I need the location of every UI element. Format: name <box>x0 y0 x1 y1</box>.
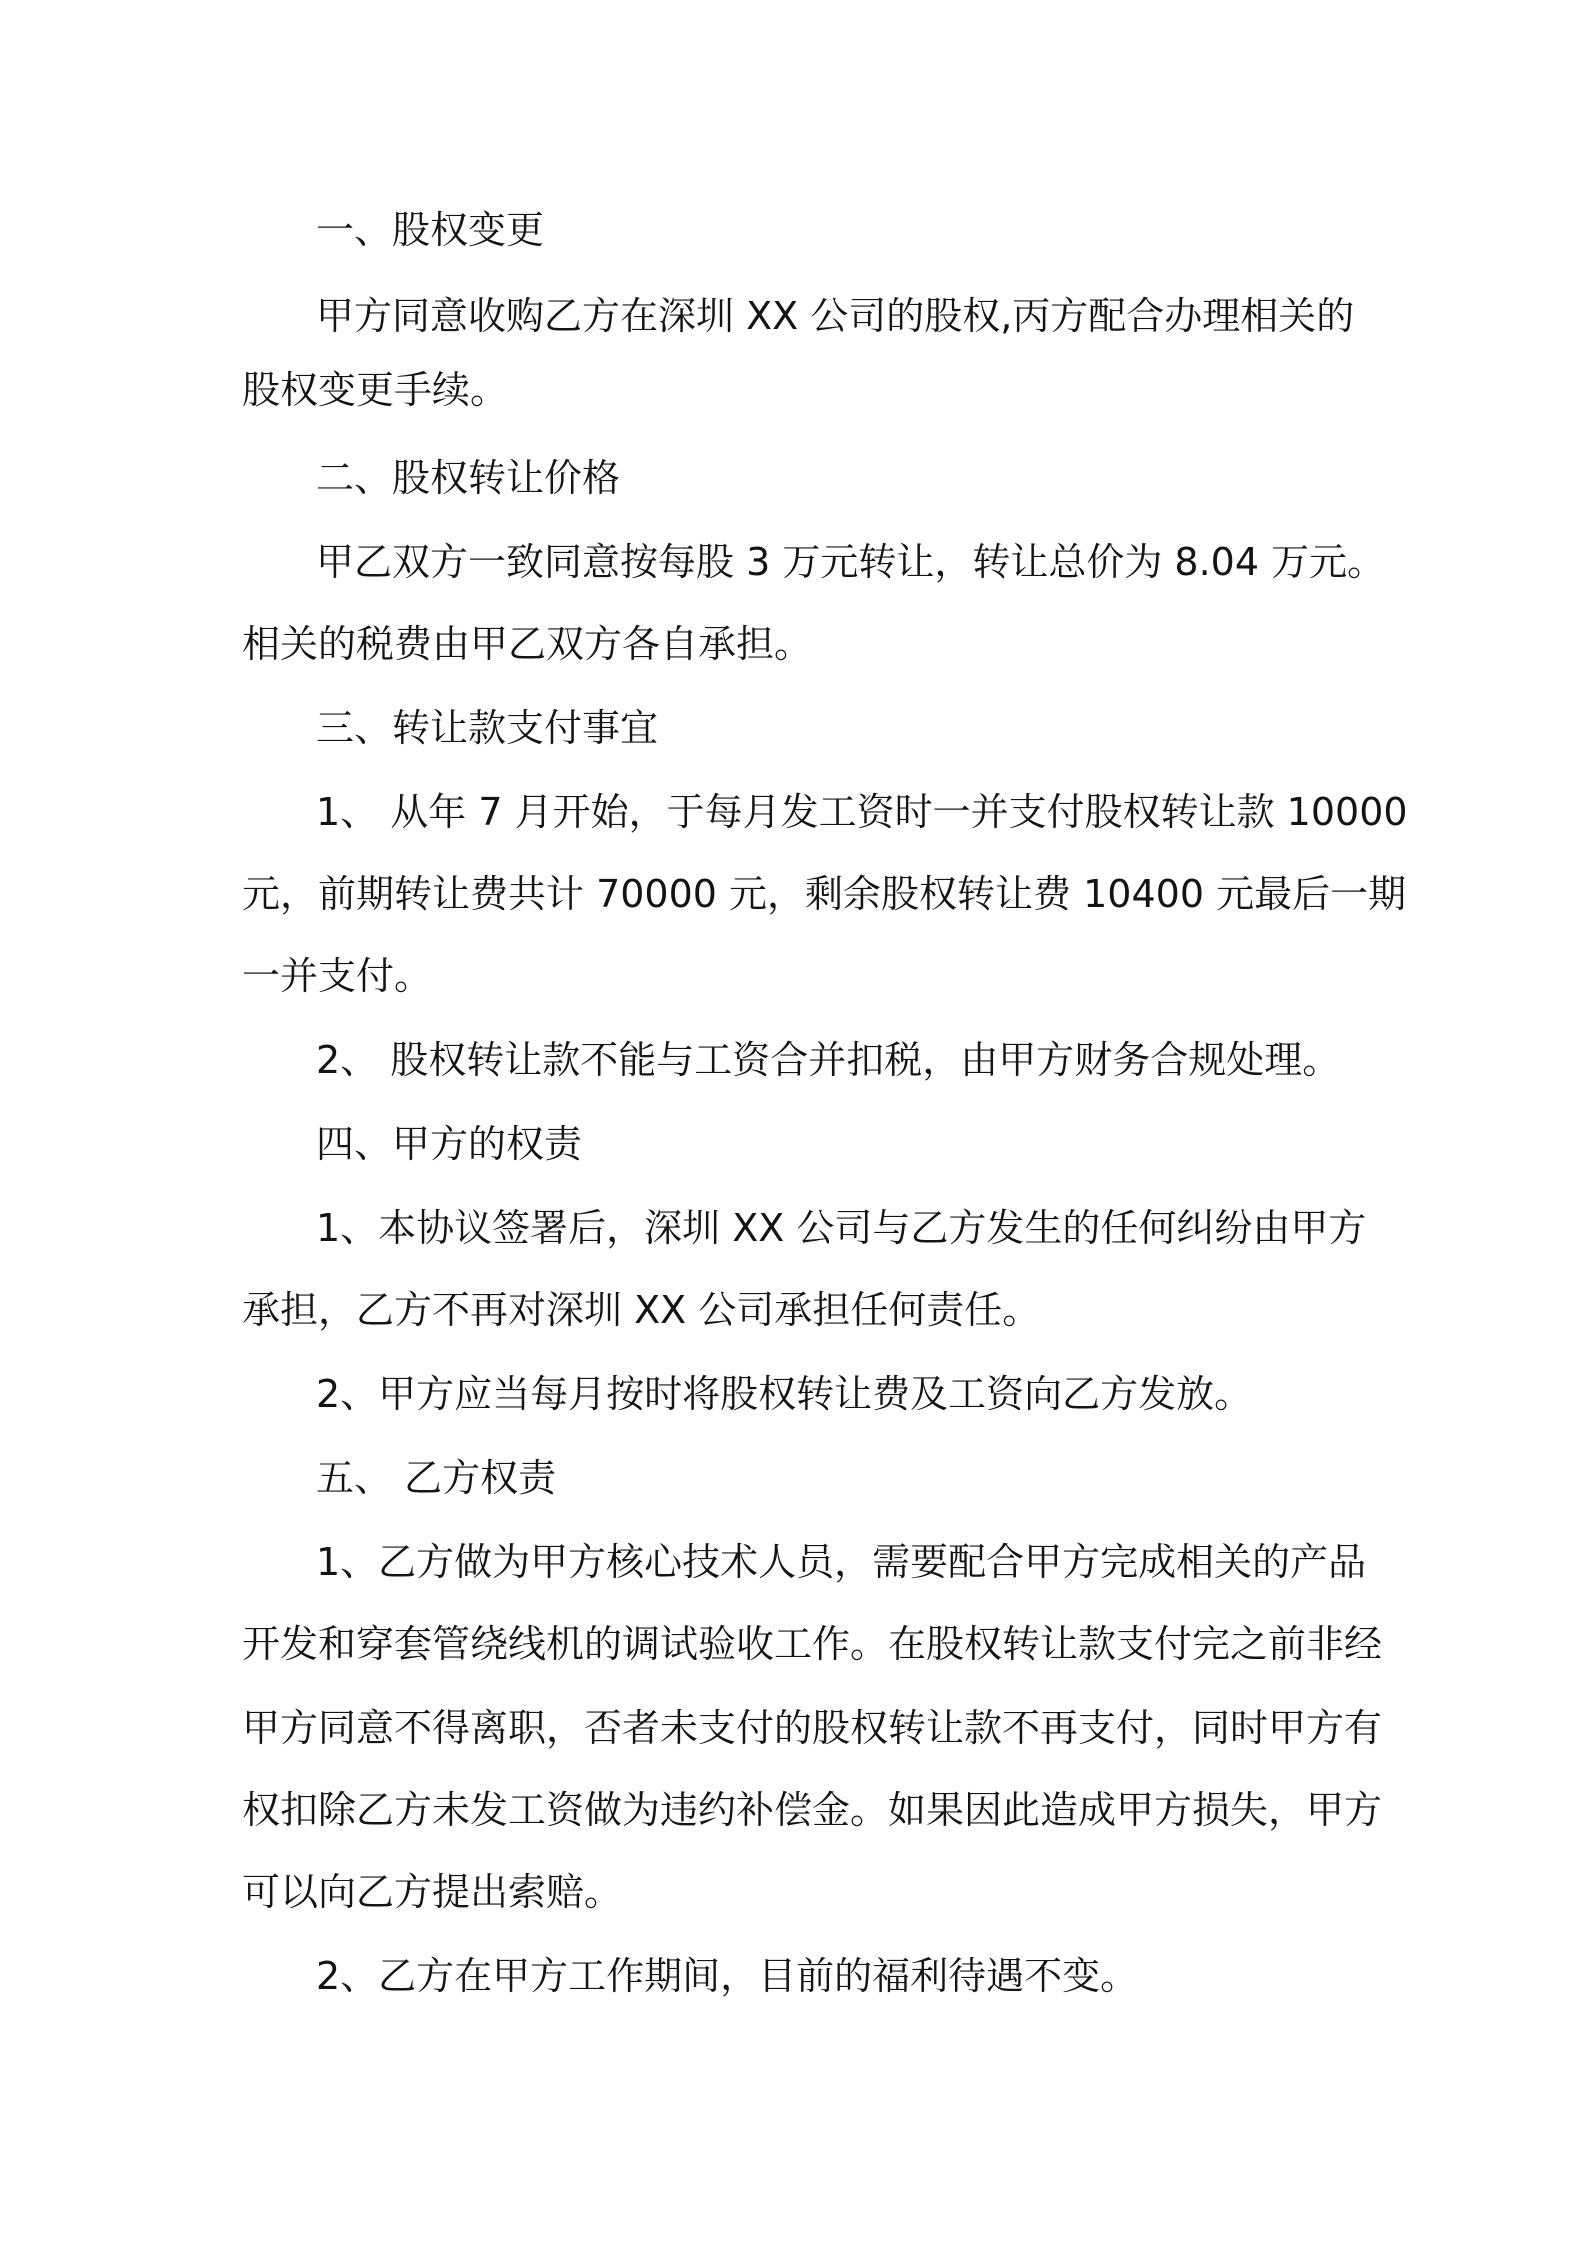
section-2-heading: 二、股权转让价格 <box>316 456 621 500</box>
section-5-heading: 五、 乙方权责 <box>316 1456 557 1500</box>
section-3-heading: 三、转让款支付事宜 <box>316 706 659 750</box>
paragraph-line <box>0 1614 1586 1674</box>
paragraph-line <box>0 1946 1586 2006</box>
section-heading <box>0 448 1586 508</box>
section-4-item-1-line-1: 1、本协议签署后，深圳 XX 公司与乙方发生的任何纠纷由甲方 <box>316 1206 1367 1250</box>
paragraph-line <box>0 614 1586 674</box>
section-1-line-1: 甲方同意收购乙方在深圳 XX 公司的股权,丙方配合办理相关的 <box>316 294 1355 338</box>
section-3-item-1-line-2: 元，前期转让费共计 70000 元，剩余股权转让费 10400 元最后一期 <box>242 872 1407 916</box>
section-5-item-1-line-2: 开发和穿套管绕线机的调试验收工作。在股权转让款支付完之前非经 <box>242 1622 1383 1666</box>
section-4-item-2-line-1: 2、甲方应当每月按时将股权转让费及工资向乙方发放。 <box>316 1372 1253 1416</box>
paragraph-line <box>0 1030 1586 1090</box>
paragraph-line <box>0 360 1586 420</box>
section-heading <box>0 1114 1586 1174</box>
paragraph-line <box>0 286 1586 346</box>
section-heading <box>0 1448 1586 1508</box>
section-5-item-1-line-3: 甲方同意不得离职，否者未支付的股权转让款不再支付，同时甲方有 <box>242 1706 1383 1750</box>
section-3-item-1-line-3: 一并支付。 <box>242 954 433 998</box>
paragraph-line <box>0 782 1586 842</box>
paragraph-line <box>0 1532 1586 1592</box>
paragraph-line <box>0 1198 1586 1258</box>
paragraph-line <box>0 1698 1586 1758</box>
section-1-line-2: 股权变更手续。 <box>242 368 509 412</box>
section-heading <box>0 200 1586 260</box>
section-4-item-1-line-2: 承担，乙方不再对深圳 XX 公司承担任何责任。 <box>242 1288 1041 1332</box>
paragraph-line <box>0 864 1586 924</box>
section-4-heading: 四、甲方的权责 <box>316 1122 583 1166</box>
paragraph-line <box>0 1862 1586 1922</box>
section-2-line-2: 相关的税费由甲乙双方各自承担。 <box>242 622 813 666</box>
paragraph-line <box>0 1780 1586 1840</box>
section-1-heading: 一、股权变更 <box>316 208 545 252</box>
section-3-item-2-line-1: 2、 股权转让款不能与工资合并扣税，由甲方财务合规处理。 <box>316 1038 1341 1082</box>
section-heading <box>0 698 1586 758</box>
paragraph-line <box>0 1364 1586 1424</box>
section-2-line-1: 甲乙双方一致同意按每股 3 万元转让，转让总价为 8.04 万元。 <box>316 540 1386 584</box>
paragraph-line <box>0 1280 1586 1340</box>
section-5-item-2-line-1: 2、乙方在甲方工作期间，目前的福利待遇不变。 <box>316 1954 1139 1998</box>
section-5-item-1-line-1: 1、乙方做为甲方核心技术人员，需要配合甲方完成相关的产品 <box>316 1540 1367 1584</box>
paragraph-line <box>0 946 1586 1006</box>
paragraph-line <box>0 532 1586 592</box>
section-5-item-1-line-4: 权扣除乙方未发工资做为违约补偿金。如果因此造成甲方损失，甲方 <box>242 1788 1383 1832</box>
section-3-item-1-line-1: 1、 从年 7 月开始，于每月发工资时一并支付股权转让款 10000 <box>316 790 1408 834</box>
section-5-item-1-line-5: 可以向乙方提出索赔。 <box>242 1870 623 1914</box>
